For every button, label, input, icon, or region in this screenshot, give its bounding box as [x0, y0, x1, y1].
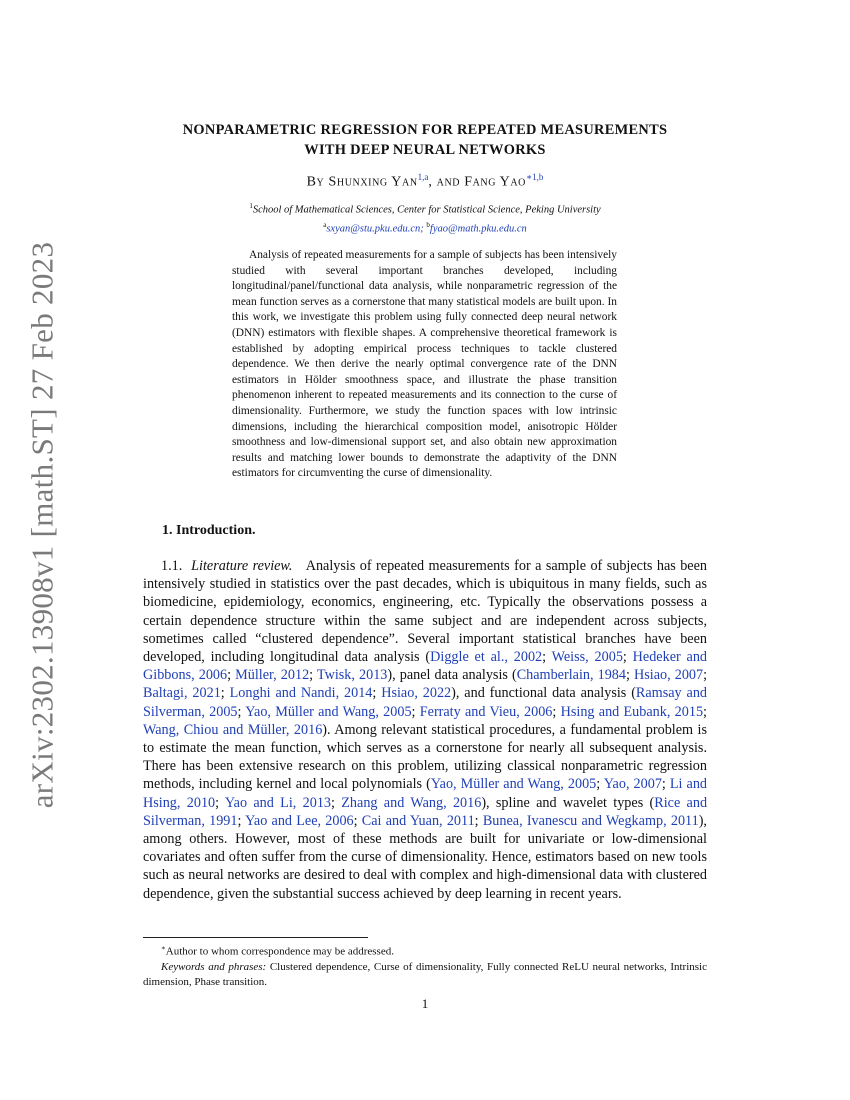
- author-line: [140, 172, 710, 191]
- affiliation-block: [140, 199, 710, 236]
- arxiv-sidebar-stamp: [20, 241, 64, 809]
- footnote-divider: [143, 937, 368, 938]
- author-1-name: Shunxing Yan: [328, 174, 418, 190]
- arxiv-identifier: arXiv:2302.13908v1 [math.ST] 27 Feb 2023: [24, 241, 60, 809]
- citation-link[interactable]: Hsing and Eubank, 2015: [560, 703, 704, 720]
- citation-link[interactable]: Ramsay and Silverman, 2005: [143, 685, 708, 720]
- by-label: By: [306, 174, 325, 190]
- keywords-text: Clustered dependence, Curse of dimensionality, Fully connected ReLU neural networks, Intrinsic dimension, Phase transition.: [143, 960, 708, 988]
- citation-link[interactable]: Chamberlain, 1984: [516, 667, 626, 684]
- citation-link[interactable]: Hsiao, 2022: [381, 685, 452, 702]
- citation-link[interactable]: Diggle et al., 2002: [430, 649, 543, 666]
- section-heading-introduction: 1. Introduction.: [162, 523, 256, 538]
- body-text-segment: ), among others. However, most of these methods are built for univariate or low-dimensional covariates and often suffer from the curse of dimensionality. Hence, estimators based on new tools such as neural networks are desired to deal with complex and high-dimensional data with clustered dependence, given the substantial success achieved by deep learning in recent years.: [143, 812, 707, 902]
- citation-link[interactable]: Yao, Müller and Wang, 2005: [430, 776, 597, 793]
- author-2-name: Fang Yao: [464, 174, 526, 190]
- citation-link[interactable]: Wang, Chiou and Müller, 2016: [143, 721, 323, 738]
- author-2-affiliation-mark[interactable]: ∗1,b: [526, 172, 544, 182]
- footnote-block: [143, 941, 707, 990]
- citation-link[interactable]: Rice and Silverman, 1991: [143, 794, 708, 829]
- email-2-link[interactable]: fyao@math.pku.edu.cn: [429, 223, 527, 234]
- title-line-1: NONPARAMETRIC REGRESSION FOR REPEATED MEASUREMENTS: [182, 122, 668, 138]
- affiliation-mark: 1: [249, 202, 253, 210]
- title-line-2: WITH DEEP NEURAL NETWORKS: [304, 142, 546, 158]
- body-text-segment: ). Among relevant statistical procedures, a fundamental problem is to estimate the mean function, which serves as a cornerstone for nearly all subsequent analysis. There has been extensive research on this problem, utilizing classical nonparametric regression methods, including kernel and local polynomials (: [143, 721, 708, 793]
- and-label: , and: [428, 174, 461, 190]
- affiliation-text: School of Mathematical Sciences, Center for Statistical Science, Peking University: [252, 204, 601, 216]
- subsection-title: Literature review.: [191, 558, 293, 574]
- citation-link[interactable]: Cai and Yuan, 2011: [361, 812, 475, 829]
- footnote-mark: ∗: [161, 944, 166, 952]
- body-text-segment: ), spline and wavelet types (: [481, 794, 655, 811]
- keywords-label: Keywords and phrases:: [161, 960, 267, 973]
- citation-link[interactable]: Yao, Müller and Wang, 2005: [245, 703, 412, 720]
- email-1-mark: a: [323, 220, 327, 229]
- citation-link[interactable]: Ferraty and Vieu, 2006: [419, 703, 553, 720]
- citation-link[interactable]: Li and Hsing, 2010: [143, 776, 708, 811]
- body-text-segment: Analysis of repeated measurements for a sample of subjects has been intensively studied in statistics over the past decades, which is ubiquitous in many fields, such as biomedicine, epidemiology, economics, engineering, etc. Typically the observations possess a certain dependence structure within the same subject and are independent across subjects, sometimes called “clustered dependence”. Several important statistical branches have been developed, including longitudinal data analysis (: [143, 558, 707, 666]
- paper-title: [140, 120, 710, 160]
- email-1-link[interactable]: sxyan@stu.pku.edu.cn;: [326, 223, 424, 234]
- body-text-segment: ), and functional data analysis (: [451, 685, 636, 702]
- citation-link[interactable]: Hedeker and Gibbons, 2006: [143, 649, 708, 684]
- citation-link[interactable]: Yao and Lee, 2006: [245, 812, 354, 829]
- citation-link[interactable]: Twisk, 2013: [316, 667, 388, 684]
- page-number: 1: [421, 996, 429, 1011]
- introduction-paragraph: 1.1. Literature review. Analysis of repeated measurements for a sample of subjects has been intensively studied in statistics over the past decades, which is ubiquitous in many fields, such as biomedicine, epidemiology, economics, engineering, etc. Typically the observations possess a certain dependence structure within the same subject and are independent across subjects, sometimes called “clustered dependence”. Several important statistical branches have been developed, including longitudinal data analysis (Diggle et al., 2002; Weiss, 2005; Hedeker and Gibbons, 2006; Müller, 2012; Twisk, 2013), panel data analysis (Chamberlain, 1984; Hsiao, 2007; Baltagi, 2021; Longhi and Nandi, 2014; Hsiao, 2022), and functional data analysis (Ramsay and Silverman, 2005; Yao, Müller and Wang, 2005; Ferraty and Vieu, 2006; Hsing and Eubank, 2015; Wang, Chiou and Müller, 2016). Among relevant statistical procedures, a fundamental problem is to estimate the mean function, which serves as a cornerstone for nearly all subsequent analysis. There has been extensive research on this problem, utilizing classical nonparametric regression methods, including kernel and local polynomials (Yao, Müller and Wang, 2005; Yao, 2007; Li and Hsing, 2010; Yao and Li, 2013; Zhang and Wang, 2016), spline and wavelet types (Rice and Silverman, 1991; Yao and Lee, 2006; Cai and Yuan, 2011; Bunea, Ivanescu and Wegkamp, 2011), among others. However, most of these methods are built for univariate or low-dimensional covariates and often suffer from the curse of dimensionality. Hence, estimators based on new tools such as neural networks are desired to deal with complex and high-dimensional data with clustered dependence, given the substantial success achieved by deep learning in recent years.: [143, 558, 708, 902]
- citation-link[interactable]: Longhi and Nandi, 2014: [229, 685, 373, 702]
- citation-link[interactable]: Hsiao, 2007: [634, 667, 704, 684]
- author-1-affiliation-mark[interactable]: 1,a: [417, 172, 429, 182]
- citation-link[interactable]: Bunea, Ivanescu and Wegkamp, 2011: [482, 812, 699, 829]
- body-text-segment: ), panel data analysis (: [387, 667, 517, 684]
- citation-link[interactable]: Weiss, 2005: [551, 649, 623, 666]
- email-2-mark: b: [426, 220, 430, 229]
- citation-link[interactable]: Baltagi, 2021: [143, 685, 221, 702]
- citation-link[interactable]: Zhang and Wang, 2016: [341, 794, 482, 811]
- citation-link[interactable]: Yao and Li, 2013: [224, 794, 332, 811]
- citation-link[interactable]: Müller, 2012: [235, 667, 310, 684]
- citation-link[interactable]: Yao, 2007: [603, 776, 662, 793]
- abstract: Analysis of repeated measurements for a sample of subjects has been intensively studied with several important branches developed, including longitudinal/panel/functional data analysis, while nonparametric regression of the mean function serves as a cornerstone that many statistical models are built upon. In this work, we investigate this problem using fully connected deep neural network (DNN) estimators with flexible shapes. A comprehensive theoretical framework is established by adopting empirical process techniques to tackle clustered dependence. We then derive the nearly optimal convergence rate of the DNN estimators in Hölder smoothness space, and illustrate the phase transition phenomenon inherent to repeated measurements and its connection to the curse of dimensionality. Furthermore, we study the function spaces with low intrinsic dimensions, including the hierarchical composition model, anisotropic Hölder smoothness and low-dimensional support set, and also obtain new approximation results and matching lower bounds to demonstrate the adaptivity of the DNN estimators for circumventing the curse of dimensionality.: [232, 249, 617, 480]
- subsection-number: 1.1.: [161, 558, 183, 574]
- footnote-correspondence: Author to whom correspondence may be addressed.: [165, 945, 394, 958]
